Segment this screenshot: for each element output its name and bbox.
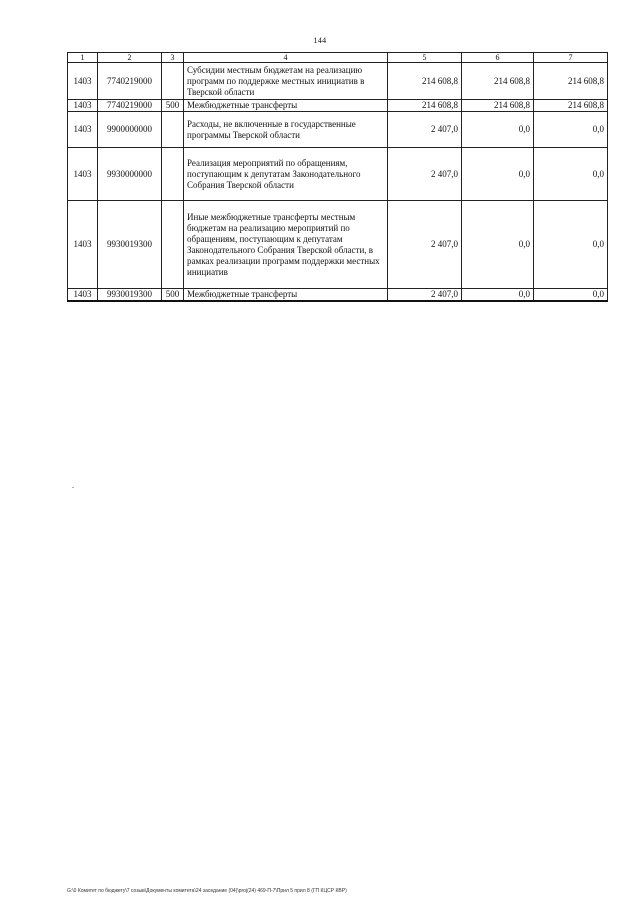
col-header-year2: 6	[462, 53, 534, 63]
cell-target: 9930019300	[98, 289, 162, 302]
col-header-year3: 7	[534, 53, 608, 63]
cell-year1: 2 407,0	[388, 201, 462, 289]
cell-year1: 214 608,8	[388, 100, 462, 112]
cell-target: 9930000000	[98, 148, 162, 201]
cell-year2: 214 608,8	[462, 100, 534, 112]
table-header-row	[68, 53, 608, 63]
table-row	[68, 112, 608, 148]
cell-section: 1403	[68, 148, 98, 201]
cell-kind	[162, 201, 184, 289]
cell-section: 1403	[68, 201, 98, 289]
cell-year2: 214 608,8	[462, 63, 534, 100]
col-header-target: 2	[98, 53, 162, 63]
table-row	[68, 63, 608, 100]
cell-year3: 0,0	[534, 289, 608, 302]
cell-year2: 0,0	[462, 289, 534, 302]
cell-target: 7740219000	[98, 100, 162, 112]
footer-file-path: G:\0 Комитет по бюджету\7 созыв\Документы комитета\24 заседание (04)\proj(24) 469-П-7\Прил 5 прил 8 (ГП КЦСР КВР)	[67, 888, 347, 894]
cell-section: 1403	[68, 289, 98, 302]
cell-year3: 0,0	[534, 112, 608, 148]
page-number: 144	[313, 36, 327, 45]
table-row	[68, 100, 608, 112]
cell-year1: 2 407,0	[388, 289, 462, 302]
cell-year2: 0,0	[462, 148, 534, 201]
cell-name: Иные межбюджетные трансферты местным бюджетам на реализацию мероприятий по обращениям, поступающим к депутатам Законодательного Собрания Тверской области, в рамках реализации программ поддержки местных инициатив	[184, 201, 388, 289]
cell-year3: 214 608,8	[534, 63, 608, 100]
cell-year3: 0,0	[534, 201, 608, 289]
table-row	[68, 148, 608, 201]
col-header-name: 4	[184, 53, 388, 63]
cell-year3: 0,0	[534, 148, 608, 201]
cell-name: Межбюджетные трансферты	[184, 289, 388, 302]
cell-year3: 214 608,8	[534, 100, 608, 112]
cell-name: Субсидии местным бюджетам на реализацию программ по поддержке местных инициатив в Тверской области	[184, 63, 388, 100]
cell-target: 9900000000	[98, 112, 162, 148]
cell-section: 1403	[68, 63, 98, 100]
col-header-year1: 5	[388, 53, 462, 63]
cell-year1: 2 407,0	[388, 112, 462, 148]
cell-name: Межбюджетные трансферты	[184, 100, 388, 112]
cell-section: 1403	[68, 100, 98, 112]
cell-kind: 500	[162, 289, 184, 302]
cell-name: Реализация мероприятий по обращениям, поступающим к депутатам Законодательного Собрания Тверской области	[184, 148, 388, 201]
table-row	[68, 289, 608, 302]
col-header-kind: 3	[162, 53, 184, 63]
cell-kind	[162, 148, 184, 201]
cell-target: 7740219000	[98, 63, 162, 100]
cell-kind	[162, 112, 184, 148]
cell-year2: 0,0	[462, 201, 534, 289]
cell-target: 9930019300	[98, 201, 162, 289]
cell-kind: 500	[162, 100, 184, 112]
budget-table	[67, 52, 608, 302]
table-row	[68, 201, 608, 289]
col-header-section: 1	[68, 53, 98, 63]
cell-year1: 214 608,8	[388, 63, 462, 100]
cell-section: 1403	[68, 112, 98, 148]
cell-kind	[162, 63, 184, 100]
cell-year1: 2 407,0	[388, 148, 462, 201]
cell-year2: 0,0	[462, 112, 534, 148]
cell-name: Расходы, не включенные в государственные программы Тверской области	[184, 112, 388, 148]
scan-speck	[72, 487, 74, 488]
